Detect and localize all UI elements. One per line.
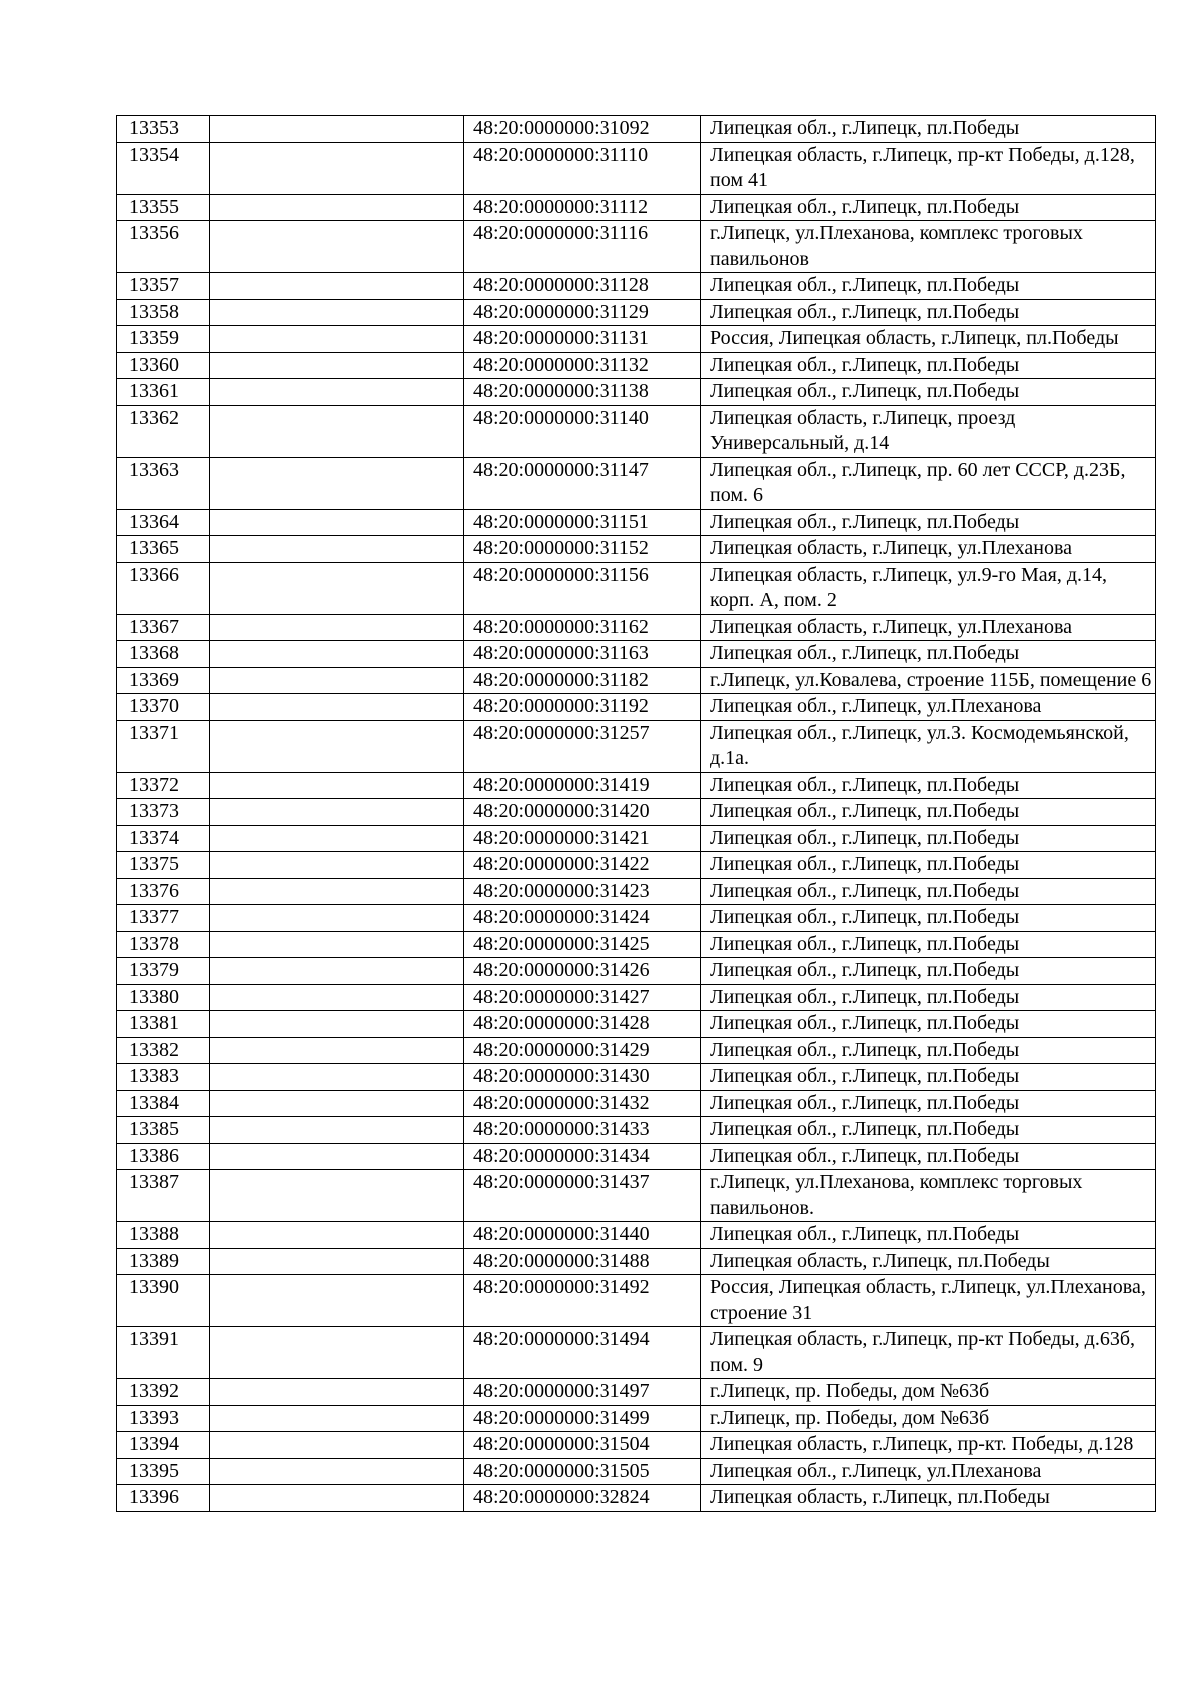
address-cell: Липецкая обл., г.Липецк, пл.Победы [701, 194, 1156, 221]
row-number-cell: 13353 [117, 116, 210, 143]
empty-cell [210, 509, 464, 536]
cadastral-number-cell: 48:20:0000000:31494 [464, 1327, 701, 1379]
address-cell: Липецкая обл., г.Липецк, пл.Победы [701, 1037, 1156, 1064]
address-cell: г.Липецк, пр. Победы, дом №63б [701, 1405, 1156, 1432]
table-row [117, 326, 1156, 353]
cadastral-number-cell: 48:20:0000000:31433 [464, 1117, 701, 1144]
table-row [117, 641, 1156, 668]
empty-cell [210, 1379, 464, 1406]
address-cell: Липецкая обл., г.Липецк, пл.Победы [701, 905, 1156, 932]
table-row [117, 509, 1156, 536]
empty-cell [210, 379, 464, 406]
empty-cell [210, 1485, 464, 1512]
cadastral-number-cell: 48:20:0000000:31129 [464, 299, 701, 326]
cadastral-number-cell: 48:20:0000000:31437 [464, 1170, 701, 1222]
row-number-cell: 13394 [117, 1432, 210, 1459]
empty-cell [210, 1064, 464, 1091]
cadastral-number-cell: 48:20:0000000:31492 [464, 1275, 701, 1327]
row-number-cell: 13389 [117, 1248, 210, 1275]
property-table [116, 115, 1156, 1512]
cadastral-number-cell: 48:20:0000000:31163 [464, 641, 701, 668]
table-row [117, 1117, 1156, 1144]
address-cell: Липецкая обл., г.Липецк, пл.Победы [701, 825, 1156, 852]
table-row [117, 720, 1156, 772]
table-row [117, 1064, 1156, 1091]
row-number-cell: 13354 [117, 142, 210, 194]
row-number-cell: 13386 [117, 1143, 210, 1170]
row-number-cell: 13370 [117, 694, 210, 721]
table-row [117, 536, 1156, 563]
address-cell: г.Липецк, пр. Победы, дом №63б [701, 1379, 1156, 1406]
address-cell: Липецкая обл., г.Липецк, ул.Плеханова [701, 1458, 1156, 1485]
table-body [117, 116, 1156, 1512]
empty-cell [210, 852, 464, 879]
empty-cell [210, 694, 464, 721]
address-cell: Липецкая область, г.Липецк, пр-кт Победы, д.128, пом 41 [701, 142, 1156, 194]
cadastral-number-cell: 48:20:0000000:31257 [464, 720, 701, 772]
cadastral-number-cell: 48:20:0000000:31422 [464, 852, 701, 879]
address-cell: Липецкая область, г.Липецк, проезд Универсальный, д.14 [701, 405, 1156, 457]
row-number-cell: 13368 [117, 641, 210, 668]
row-number-cell: 13362 [117, 405, 210, 457]
row-number-cell: 13366 [117, 562, 210, 614]
empty-cell [210, 1117, 464, 1144]
cadastral-number-cell: 48:20:0000000:31427 [464, 984, 701, 1011]
cadastral-number-cell: 48:20:0000000:31429 [464, 1037, 701, 1064]
table-row [117, 1143, 1156, 1170]
address-cell: Липецкая обл., г.Липецк, пл.Победы [701, 273, 1156, 300]
row-number-cell: 13380 [117, 984, 210, 1011]
cadastral-number-cell: 48:20:0000000:31421 [464, 825, 701, 852]
row-number-cell: 13383 [117, 1064, 210, 1091]
empty-cell [210, 799, 464, 826]
cadastral-number-cell: 48:20:0000000:31116 [464, 221, 701, 273]
cadastral-number-cell: 48:20:0000000:31152 [464, 536, 701, 563]
address-cell: Липецкая область, г.Липецк, пр-кт Победы, д.63б, пом. 9 [701, 1327, 1156, 1379]
address-cell: Липецкая обл., г.Липецк, ул.Плеханова [701, 694, 1156, 721]
empty-cell [210, 273, 464, 300]
empty-cell [210, 352, 464, 379]
row-number-cell: 13367 [117, 614, 210, 641]
empty-cell [210, 825, 464, 852]
row-number-cell: 13395 [117, 1458, 210, 1485]
table-row [117, 1248, 1156, 1275]
table-row [117, 1011, 1156, 1038]
empty-cell [210, 194, 464, 221]
table-row [117, 194, 1156, 221]
address-cell: Липецкая обл., г.Липецк, пл.Победы [701, 852, 1156, 879]
address-cell: Липецкая обл., г.Липецк, ул.З. Космодемьянской, д.1а. [701, 720, 1156, 772]
row-number-cell: 13376 [117, 878, 210, 905]
empty-cell [210, 641, 464, 668]
row-number-cell: 13396 [117, 1485, 210, 1512]
empty-cell [210, 1037, 464, 1064]
table-row [117, 273, 1156, 300]
cadastral-number-cell: 48:20:0000000:31425 [464, 931, 701, 958]
address-cell: Липецкая обл., г.Липецк, пл.Победы [701, 799, 1156, 826]
table-row [117, 1090, 1156, 1117]
table-row [117, 1037, 1156, 1064]
empty-cell [210, 931, 464, 958]
table-row [117, 1432, 1156, 1459]
table-row [117, 1170, 1156, 1222]
address-cell: Липецкая область, г.Липецк, пл.Победы [701, 1248, 1156, 1275]
table-row [117, 772, 1156, 799]
empty-cell [210, 1090, 464, 1117]
cadastral-number-cell: 48:20:0000000:32824 [464, 1485, 701, 1512]
table-row [117, 667, 1156, 694]
cadastral-number-cell: 48:20:0000000:31430 [464, 1064, 701, 1091]
empty-cell [210, 457, 464, 509]
empty-cell [210, 536, 464, 563]
cadastral-number-cell: 48:20:0000000:31110 [464, 142, 701, 194]
table-row [117, 1405, 1156, 1432]
empty-cell [210, 1275, 464, 1327]
address-cell: Липецкая обл., г.Липецк, пл.Победы [701, 772, 1156, 799]
row-number-cell: 13363 [117, 457, 210, 509]
empty-cell [210, 772, 464, 799]
table-row [117, 614, 1156, 641]
empty-cell [210, 720, 464, 772]
address-cell: Липецкая обл., г.Липецк, пл.Победы [701, 984, 1156, 1011]
row-number-cell: 13356 [117, 221, 210, 273]
row-number-cell: 13373 [117, 799, 210, 826]
empty-cell [210, 562, 464, 614]
address-cell: Липецкая область, г.Липецк, пр-кт. Победы, д.128 [701, 1432, 1156, 1459]
row-number-cell: 13392 [117, 1379, 210, 1406]
table-row [117, 905, 1156, 932]
row-number-cell: 13374 [117, 825, 210, 852]
cadastral-number-cell: 48:20:0000000:31192 [464, 694, 701, 721]
empty-cell [210, 1143, 464, 1170]
empty-cell [210, 614, 464, 641]
empty-cell [210, 1458, 464, 1485]
cadastral-number-cell: 48:20:0000000:31426 [464, 958, 701, 985]
address-cell: Липецкая обл., г.Липецк, пл.Победы [701, 1143, 1156, 1170]
row-number-cell: 13387 [117, 1170, 210, 1222]
address-cell: Липецкая обл., г.Липецк, пл.Победы [701, 1064, 1156, 1091]
table-row [117, 299, 1156, 326]
cadastral-number-cell: 48:20:0000000:31128 [464, 273, 701, 300]
table-row [117, 1458, 1156, 1485]
empty-cell [210, 1011, 464, 1038]
address-cell: г.Липецк, ул.Ковалева, строение 115Б, помещение 6 [701, 667, 1156, 694]
address-cell: Липецкая обл., г.Липецк, пл.Победы [701, 116, 1156, 143]
address-cell: г.Липецк, ул.Плеханова, комплекс торговых павильонов. [701, 1170, 1156, 1222]
table-row [117, 405, 1156, 457]
row-number-cell: 13382 [117, 1037, 210, 1064]
row-number-cell: 13357 [117, 273, 210, 300]
cadastral-number-cell: 48:20:0000000:31432 [464, 1090, 701, 1117]
cadastral-number-cell: 48:20:0000000:31131 [464, 326, 701, 353]
address-cell: Липецкая обл., г.Липецк, пл.Победы [701, 1222, 1156, 1249]
empty-cell [210, 299, 464, 326]
address-cell: Липецкая обл., г.Липецк, пл.Победы [701, 1011, 1156, 1038]
empty-cell [210, 116, 464, 143]
empty-cell [210, 667, 464, 694]
cadastral-number-cell: 48:20:0000000:31092 [464, 116, 701, 143]
address-cell: Липецкая обл., г.Липецк, пл.Победы [701, 1090, 1156, 1117]
empty-cell [210, 878, 464, 905]
empty-cell [210, 1432, 464, 1459]
empty-cell [210, 142, 464, 194]
address-cell: Липецкая обл., г.Липецк, пл.Победы [701, 379, 1156, 406]
cadastral-number-cell: 48:20:0000000:31151 [464, 509, 701, 536]
table-row [117, 878, 1156, 905]
empty-cell [210, 1248, 464, 1275]
row-number-cell: 13358 [117, 299, 210, 326]
table-row [117, 931, 1156, 958]
row-number-cell: 13375 [117, 852, 210, 879]
table-row [117, 457, 1156, 509]
address-cell: Липецкая область, г.Липецк, ул.9-го Мая, д.14, корп. А, пом. 2 [701, 562, 1156, 614]
cadastral-number-cell: 48:20:0000000:31420 [464, 799, 701, 826]
row-number-cell: 13372 [117, 772, 210, 799]
cadastral-number-cell: 48:20:0000000:31138 [464, 379, 701, 406]
cadastral-number-cell: 48:20:0000000:31499 [464, 1405, 701, 1432]
cadastral-number-cell: 48:20:0000000:31423 [464, 878, 701, 905]
row-number-cell: 13385 [117, 1117, 210, 1144]
cadastral-number-cell: 48:20:0000000:31505 [464, 1458, 701, 1485]
row-number-cell: 13371 [117, 720, 210, 772]
row-number-cell: 13360 [117, 352, 210, 379]
row-number-cell: 13379 [117, 958, 210, 985]
empty-cell [210, 1327, 464, 1379]
cadastral-number-cell: 48:20:0000000:31147 [464, 457, 701, 509]
cadastral-number-cell: 48:20:0000000:31162 [464, 614, 701, 641]
table-row [117, 984, 1156, 1011]
cadastral-number-cell: 48:20:0000000:31419 [464, 772, 701, 799]
row-number-cell: 13377 [117, 905, 210, 932]
table-row [117, 562, 1156, 614]
table-row [117, 221, 1156, 273]
cadastral-number-cell: 48:20:0000000:31182 [464, 667, 701, 694]
address-cell: Россия, Липецкая область, г.Липецк, ул.Плеханова, строение 31 [701, 1275, 1156, 1327]
cadastral-number-cell: 48:20:0000000:31488 [464, 1248, 701, 1275]
row-number-cell: 13391 [117, 1327, 210, 1379]
address-cell: Липецкая область, г.Липецк, ул.Плеханова [701, 614, 1156, 641]
table-row [117, 379, 1156, 406]
address-cell: Липецкая обл., г.Липецк, пл.Победы [701, 931, 1156, 958]
table-row [117, 958, 1156, 985]
cadastral-number-cell: 48:20:0000000:31434 [464, 1143, 701, 1170]
table-row [117, 694, 1156, 721]
address-cell: Липецкая обл., г.Липецк, пл.Победы [701, 509, 1156, 536]
cadastral-number-cell: 48:20:0000000:31112 [464, 194, 701, 221]
row-number-cell: 13378 [117, 931, 210, 958]
address-cell: Липецкая обл., г.Липецк, пл.Победы [701, 299, 1156, 326]
table-row [117, 1275, 1156, 1327]
empty-cell [210, 1170, 464, 1222]
table-row [117, 1379, 1156, 1406]
table-row [117, 142, 1156, 194]
cadastral-number-cell: 48:20:0000000:31504 [464, 1432, 701, 1459]
row-number-cell: 13388 [117, 1222, 210, 1249]
address-cell: Липецкая обл., г.Липецк, пл.Победы [701, 1117, 1156, 1144]
empty-cell [210, 905, 464, 932]
address-cell: Липецкая обл., г.Липецк, пл.Победы [701, 352, 1156, 379]
row-number-cell: 13381 [117, 1011, 210, 1038]
row-number-cell: 13369 [117, 667, 210, 694]
row-number-cell: 13364 [117, 509, 210, 536]
address-cell: г.Липецк, ул.Плеханова, комплекс троговых павильонов [701, 221, 1156, 273]
row-number-cell: 13393 [117, 1405, 210, 1432]
address-cell: Россия, Липецкая область, г.Липецк, пл.Победы [701, 326, 1156, 353]
row-number-cell: 13359 [117, 326, 210, 353]
address-cell: Липецкая обл., г.Липецк, пл.Победы [701, 878, 1156, 905]
address-cell: Липецкая обл., г.Липецк, пл.Победы [701, 641, 1156, 668]
row-number-cell: 13384 [117, 1090, 210, 1117]
cadastral-number-cell: 48:20:0000000:31156 [464, 562, 701, 614]
address-cell: Липецкая обл., г.Липецк, пр. 60 лет СССР, д.23Б, пом. 6 [701, 457, 1156, 509]
cadastral-number-cell: 48:20:0000000:31132 [464, 352, 701, 379]
empty-cell [210, 405, 464, 457]
row-number-cell: 13390 [117, 1275, 210, 1327]
empty-cell [210, 221, 464, 273]
empty-cell [210, 1405, 464, 1432]
address-cell: Липецкая область, г.Липецк, пл.Победы [701, 1485, 1156, 1512]
table-row [117, 116, 1156, 143]
table-row [117, 1485, 1156, 1512]
cadastral-number-cell: 48:20:0000000:31428 [464, 1011, 701, 1038]
cadastral-number-cell: 48:20:0000000:31497 [464, 1379, 701, 1406]
address-cell: Липецкая область, г.Липецк, ул.Плеханова [701, 536, 1156, 563]
cadastral-number-cell: 48:20:0000000:31440 [464, 1222, 701, 1249]
table-row [117, 825, 1156, 852]
table-row [117, 1222, 1156, 1249]
row-number-cell: 13365 [117, 536, 210, 563]
address-cell: Липецкая обл., г.Липецк, пл.Победы [701, 958, 1156, 985]
table-row [117, 852, 1156, 879]
row-number-cell: 13355 [117, 194, 210, 221]
table-row [117, 352, 1156, 379]
table-row [117, 799, 1156, 826]
empty-cell [210, 958, 464, 985]
row-number-cell: 13361 [117, 379, 210, 406]
empty-cell [210, 984, 464, 1011]
cadastral-number-cell: 48:20:0000000:31140 [464, 405, 701, 457]
empty-cell [210, 326, 464, 353]
cadastral-number-cell: 48:20:0000000:31424 [464, 905, 701, 932]
table-row [117, 1327, 1156, 1379]
empty-cell [210, 1222, 464, 1249]
